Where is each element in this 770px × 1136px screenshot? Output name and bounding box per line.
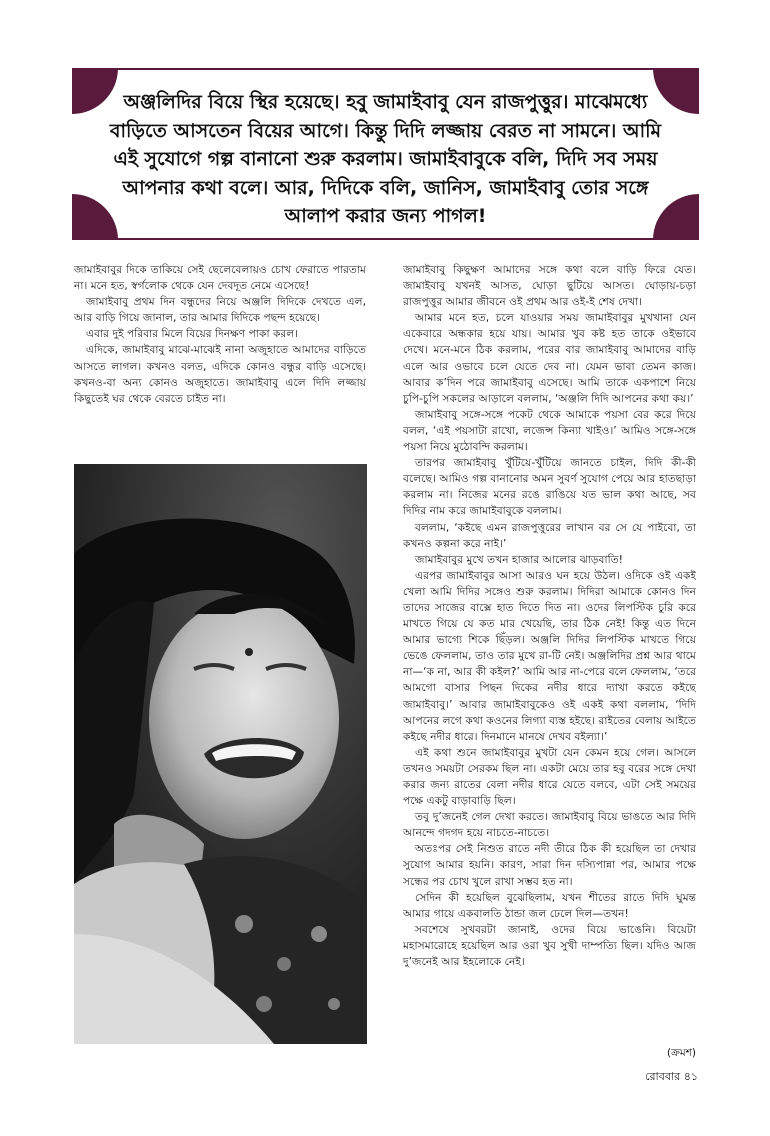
paragraph: অতঃপর সেই নিশুত রাতে নদী তীরে ঠিক কী হয়েছিল তা দেখার সুযোগ আমার হয়নি। কারণ, সারা দিন দস্যিপান্না পর, আমার পক্ষে সন্ধের পর চোখ খুলে রাখা সম্ভব হত না। (403, 842, 696, 888)
paragraph: তারপর জামাইবাবু খুঁটিয়ে-খুঁটিয়ে জানতে চাইল, দিদি কী-কী বলেছে। আমিও গল্প বানানোর অমন সুবর্ণ সুযোগ পেয়ে আর হাতছাড়া করলাম না। নিজের মনের রঙে রাঙিয়ে যত ভাল কথা আছে, সব দিদির নাম করে জামাইবাবুকে বললাম। (403, 456, 696, 518)
right-column (403, 262, 696, 1042)
paragraph: তবু দু’জনেই গেল দেখা করতে। জামাইবাবু বিয়ে ভাঙতে আর দিদি আনন্দে গদগদ হয়ে নাচতে-নাচতে। (403, 810, 696, 840)
paragraph: সেদিন কী হয়েছিল বুঝেছিলাম, যখন শীতের রাতে দিদি ঘুমন্ত আমার গায়ে একবালতি ঠান্ডা জল ঢেলে দিল—তখন! (403, 890, 696, 920)
paragraph: এরপর জামাইবাবুর আসা আরও ঘন হয়ে উঠল। ওদিকে ওই একই খেলা আমি দিদির সঙ্গেও শুরু করলাম। দিদিরা আমাকে কোনও দিন তাদের সাজের বাক্সে হাত দিতে দিত না। ওদের লিপস্টিক চুরি করে মাখতে গিয়ে যে কত মার খেয়েছি, তার ঠিক নেই! কিন্তু এত দিনে আমার ভাগ্যে শিকে ছিঁড়ল। অঞ্জলি দিদির লিপস্টিক মাখতে গিয়ে ভেঙে ফেললাম, তাও তার মুখে রা-টি নেই। অঞ্জলিদির প্রশ্ন আর থামে না—‘ক না, আর কী কইল?’ আমি আর না-পেরে বলে ফেললাম, ‘তরে আমগো বাসার পিছন দিকের নদীর ধারে দ্যাখা করতে কইছে জামাইবাবু।’ আবার জামাইবাবুকেও ওই একই কথা বললাম, ‘দিদি আপনের লগে কথা কওনের লিগ্যা ব্যস্ত হইছে। রাইতের বেলায় আইতে কইছে নদীর ধারে। দিনমানে মানষে দেখব বইল্যা।’ (403, 568, 696, 743)
paragraph: সবশেষে সুখবরটা জানাই, ওদের বিয়ে ভাঙেনি। বিয়েটা মহাসমারোহে হয়েছিল আর ওরা খুব সুখী দাম্পত্যি ছিল। যদিও আজ দু’জনেই আর ইহলোকে নেই। (403, 922, 696, 969)
left-column (74, 262, 366, 437)
page-folio: রোববার ৪১ (645, 1070, 698, 1083)
paragraph: এই কথা শুনে জামাইবাবুর মুখটা যেন কেমন হয়ে গেল। আসলে তখনও সময়টা সেরকম ছিল না। একটা মেয়ে তার হবু বরের সঙ্গে দেখা করার জন্য রাতের বেলা নদীর ধারে যেতে বলবে, এটা সেই সময়ের পক্ষে একটু বাড়াবাড়ি ছিল। (403, 745, 696, 808)
paragraph: জামাইবাবু কিছুক্ষণ আমাদের সঙ্গে কথা বলে বাড়ি ফিরে যেত। জামাইবাবু যখনই আসত, ঘোড়া ছুটিয়ে আসত। ঘোড়ায়-চড়া রাজপুত্তুর আমার জীবনে ওই প্রথম আর ওই-ই শেষ দেখা। (403, 263, 696, 309)
paragraph: জামাইবাবু প্রথম দিন বন্ধুদের নিয়ে অঞ্জলি দিদিকে দেখতে এল, আর বাড়ি গিয়ে জানাল, তার আমার দিদিকে পছন্দ হয়েছে। (74, 295, 366, 325)
paragraph: জামাইবাবুর মুখে তখন হাজার আলোর ঝাড়বাতি! (415, 552, 623, 566)
paragraph: জামাইবাবু সঙ্গে-সঙ্গে পকেট থেকে আমাকে পয়সা বের করে দিয়ে বলল, ‘এই পয়সাটা রাখো, লজেন্স কিন্যা খাইও।’ আমিও সঙ্গে-সঙ্গে পয়সা নিয়ে মুঠোবন্দি করলাম। (403, 407, 696, 454)
portrait-photo (74, 464, 367, 1044)
pull-quote-box (74, 68, 697, 240)
paragraph: এদিকে, জামাইবাবু মাঝে-মাঝেই নানা অজুহাতে আমাদের বাড়িতে আসতে লাগল। কখনও বলত, এদিকে কোনও বন্ধুর বাড়ি এসেছে। কখনও-বা অন্য কোনও অজুহাতে। জামাইবাবু এলে দিদি লজ্জায় কিছুতেই ঘর থেকে বেরতে চাইত না। (74, 343, 366, 405)
paragraph: আমার মনে হত, চলে যাওয়ার সময় জামাইবাবুর মুখখানা যেন একেবারে অন্ধকার হয়ে যায়। আমার খুব কষ্ট হত তাকে ওইভাবে দেখে। মনে-মনে ঠিক করলাম, পরের বার জামাইবাবু আমাদের বাড়ি এলে আর ওভাবে চলে যেতে দেব না। যেমন ভাবা তেমন কাজ। আবার ক’দিন পরে জামাইবাবু এসেছে। আমি তাকে একপাশে নিয়ে চুপি-চুপি সকলের আড়ালে বললাম, ‘অঞ্জলি দিদি আপনের কথা কয়।’ (403, 311, 696, 405)
to-be-continued: (ক্রমশ) (666, 1047, 696, 1059)
paragraph: বললাম, ‘কইছে এমন রাজপুত্তুরের লাখান বর সে যে পাইবো, তা কখনও কল্পনা করে নাই।’ (403, 520, 696, 550)
paragraph: জামাইবাবুর দিকে তাকিয়ে সেই ছেলেবেলায়ও চোখ ফেরাতে পারতাম না। মনে হত, স্বর্গলোক থেকে যেন দেবদূত নেমে এসেছে! (74, 263, 366, 293)
pull-quote-text: অঞ্জলিদির বিয়ে স্থির হয়েছে। হবু জামাইবাবু যেন রাজপুত্তুর। মাঝেমধ্যে বাড়িতে আসতেন বিয়ের আগে। কিন্তু দিদি লজ্জায় বেরত না সামনে। আমি এই সুযোগে গল্প বানানো শুরু করলাম। জামাইবাবুকে বলি, দিদি সব সময় আপনার কথা বলে। আর, দিদিকে বলি, জানিস, জামাইবাবু তোর সঙ্গে আলাপ করার জন্য পাগল! (109, 91, 662, 227)
paragraph: এবার দুই পরিবার মিলে বিয়ের দিনক্ষণ পাকা করল। (86, 327, 299, 341)
